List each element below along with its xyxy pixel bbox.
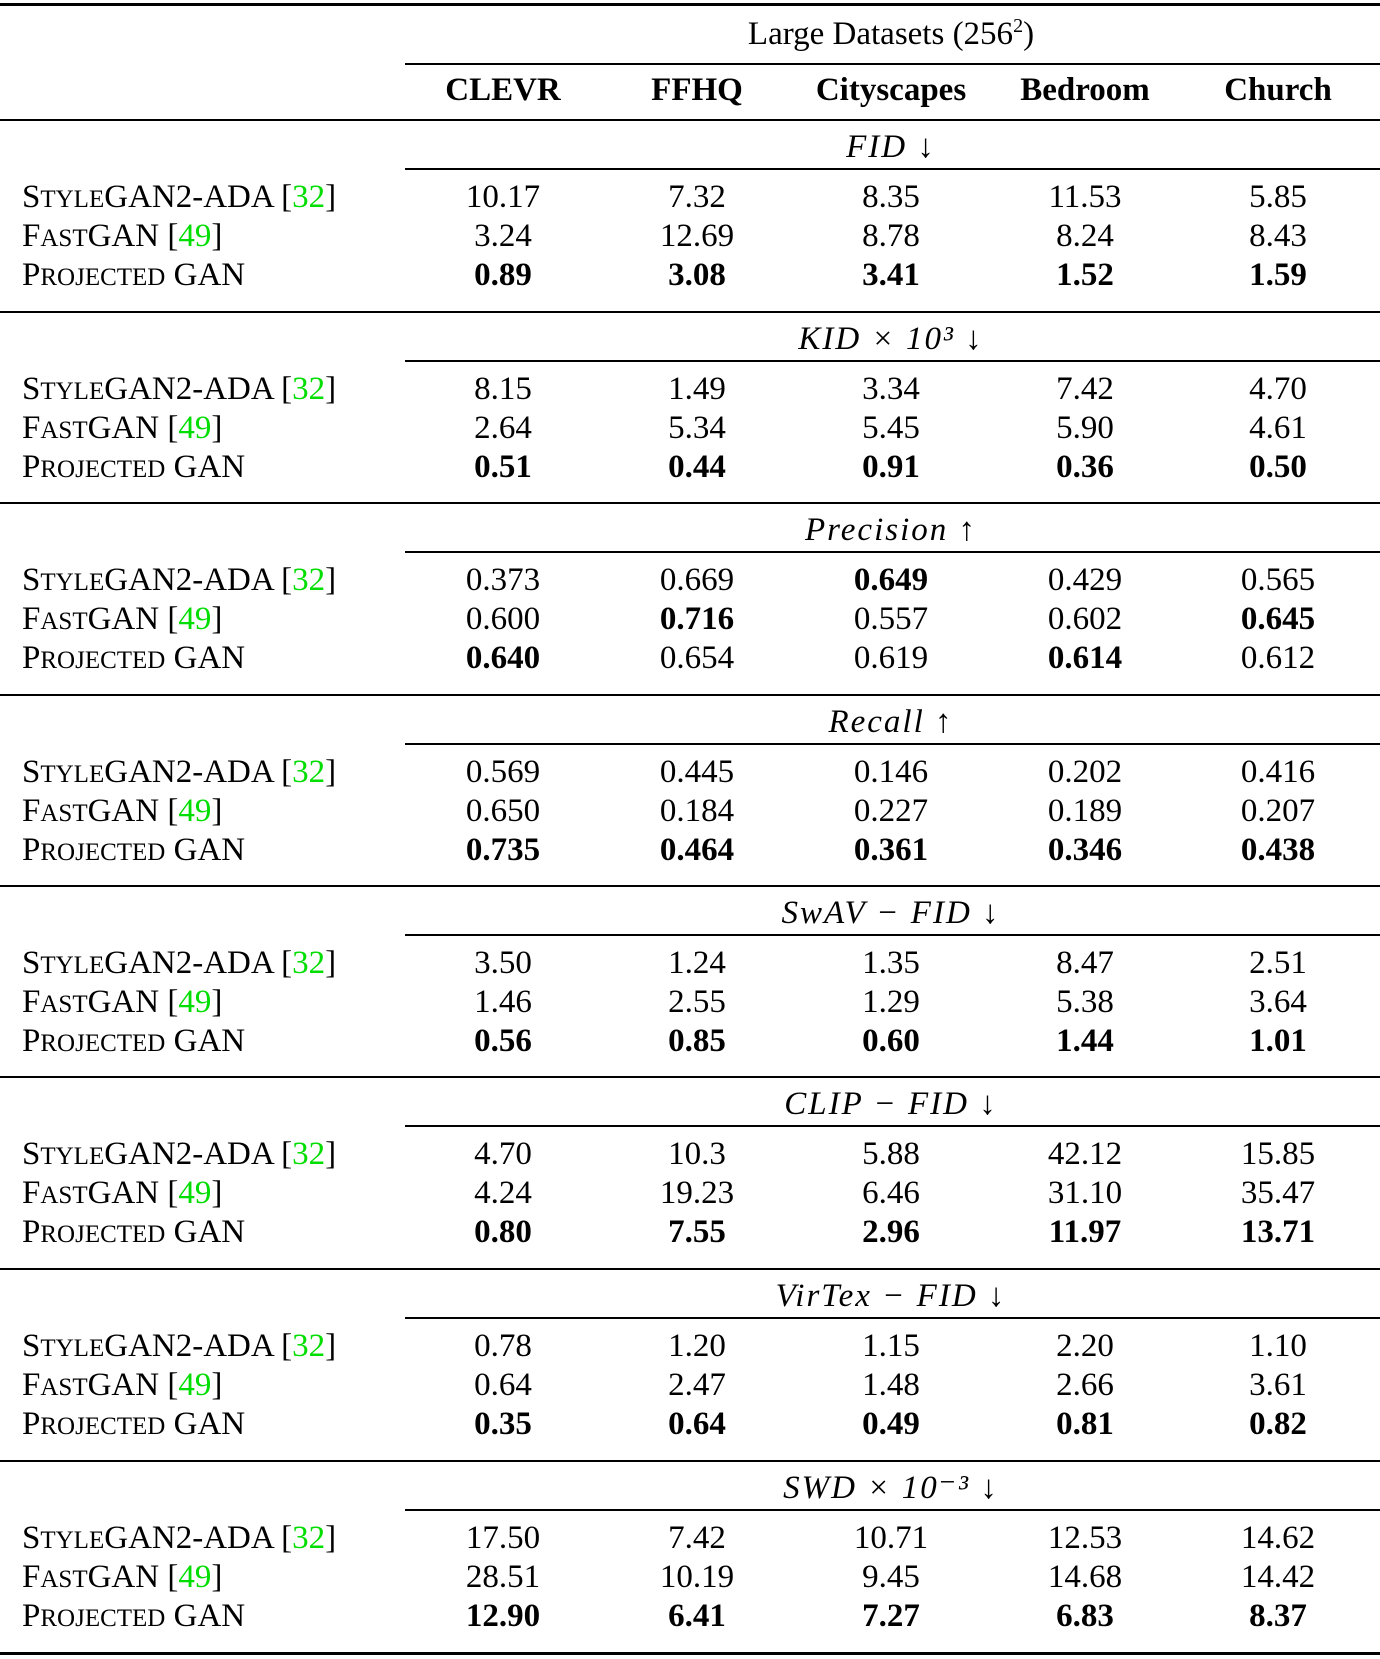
table-cell: 4.70: [1249, 371, 1307, 407]
table-cell: 4.24: [474, 1175, 532, 1211]
metric-rule: [405, 360, 1380, 362]
table-cell: 12.90: [465, 1598, 541, 1634]
table-cell: 42.12: [1047, 1136, 1123, 1172]
citation-link[interactable]: 32: [292, 1136, 326, 1172]
table-cell: 10.17: [465, 179, 541, 215]
table-cell: 0.146: [853, 754, 929, 790]
table-cell: 1.29: [862, 984, 920, 1020]
table-cell: 2.20: [1056, 1328, 1114, 1364]
table-cell: 5.90: [1056, 410, 1114, 446]
method-label: STYLEGAN2-ADA [32]: [22, 1136, 337, 1172]
table-cell: 1.24: [668, 945, 726, 981]
method-label: STYLEGAN2-ADA [32]: [22, 562, 337, 598]
citation-link[interactable]: 32: [292, 945, 326, 981]
citation-link[interactable]: 32: [292, 371, 326, 407]
table-cell: 0.35: [474, 1406, 532, 1442]
citation-link[interactable]: 49: [178, 601, 212, 637]
method-label: FASTGAN [49]: [22, 1559, 223, 1595]
table-cell: 1.15: [862, 1328, 920, 1364]
table-cell: 0.600: [465, 601, 541, 637]
table-cell: 0.650: [465, 793, 541, 829]
metric-header-swav-fid: SwAV − FID ↓: [781, 895, 1001, 931]
table-cell: 2.64: [474, 410, 532, 446]
table-cell: 0.612: [1240, 640, 1316, 676]
table-cell: 0.49: [862, 1406, 920, 1442]
table-cell: 0.189: [1047, 793, 1123, 829]
table-cell: 1.01: [1249, 1023, 1307, 1059]
table-cell: 0.64: [474, 1367, 532, 1403]
method-label: FASTGAN [49]: [22, 410, 223, 446]
metric-header-virtex-fid: VirTex − FID ↓: [775, 1278, 1007, 1314]
method-label: PROJECTED GAN: [22, 449, 246, 485]
table-cell: 0.184: [659, 793, 735, 829]
citation-link[interactable]: 49: [178, 984, 212, 1020]
table-cell: 31.10: [1047, 1175, 1123, 1211]
citation-link[interactable]: 49: [178, 793, 212, 829]
table-cell: 2.66: [1056, 1367, 1114, 1403]
table-cell: 0.85: [668, 1023, 726, 1059]
table-cell: 7.27: [862, 1598, 920, 1634]
table-cell: 1.49: [668, 371, 726, 407]
table-cell: 3.61: [1249, 1367, 1307, 1403]
table-cell: 0.735: [465, 832, 541, 868]
metric-rule: [405, 743, 1380, 745]
table-cell: 0.557: [853, 601, 929, 637]
method-label: STYLEGAN2-ADA [32]: [22, 1328, 337, 1364]
table-cell: 0.464: [659, 832, 735, 868]
table-cell: 28.51: [465, 1559, 541, 1595]
table-cell: 0.645: [1240, 601, 1316, 637]
table-cell: 7.42: [668, 1520, 726, 1556]
table-cell: 7.55: [668, 1214, 726, 1250]
table-cell: 0.50: [1249, 449, 1307, 485]
table-cell: 17.50: [465, 1520, 541, 1556]
table-cell: 0.36: [1056, 449, 1114, 485]
table-cell: 5.45: [862, 410, 920, 446]
table-cell: 0.80: [474, 1214, 532, 1250]
method-label: STYLEGAN2-ADA [32]: [22, 371, 337, 407]
metric-rule: [405, 1317, 1380, 1319]
group-header-rule: [405, 63, 1380, 65]
table-cell: 0.44: [668, 449, 726, 485]
citation-link[interactable]: 49: [178, 1175, 212, 1211]
table-cell: 10.19: [659, 1559, 735, 1595]
table-cell: 7.42: [1056, 371, 1114, 407]
table-cell: 0.361: [853, 832, 929, 868]
table-cell: 0.429: [1047, 562, 1123, 598]
method-label: FASTGAN [49]: [22, 601, 223, 637]
table-cell: 9.45: [862, 1559, 920, 1595]
method-label: PROJECTED GAN: [22, 832, 246, 868]
table-cell: 0.346: [1047, 832, 1123, 868]
method-label: PROJECTED GAN: [22, 1598, 246, 1634]
table-cell: 0.565: [1240, 562, 1316, 598]
table-cell: 0.614: [1047, 640, 1123, 676]
table-cell: 1.20: [668, 1328, 726, 1364]
group-header-text: Large Datasets (256: [747, 16, 1014, 52]
header-bottom-rule: [0, 119, 1380, 121]
method-label: FASTGAN [49]: [22, 793, 223, 829]
method-label: PROJECTED GAN: [22, 257, 246, 293]
table-cell: 0.640: [465, 640, 541, 676]
section-rule: [0, 1076, 1380, 1078]
table-cell: 0.716: [659, 601, 735, 637]
table-cell: 6.46: [862, 1175, 920, 1211]
table-cell: 0.78: [474, 1328, 532, 1364]
citation-link[interactable]: 49: [178, 1367, 212, 1403]
section-rule: [0, 502, 1380, 504]
group-header: [748, 14, 1034, 54]
citation-link[interactable]: 32: [292, 562, 326, 598]
table-cell: 5.34: [668, 410, 726, 446]
metric-rule: [405, 168, 1380, 170]
table-cell: 0.569: [465, 754, 541, 790]
method-label: STYLEGAN2-ADA [32]: [22, 179, 337, 215]
table-cell: 0.416: [1240, 754, 1316, 790]
column-header-bedroom: Bedroom: [1020, 72, 1150, 108]
table-cell: 19.23: [659, 1175, 735, 1211]
metric-rule: [405, 1509, 1380, 1511]
table-cell: 6.41: [668, 1598, 726, 1634]
table-cell: 1.59: [1249, 257, 1307, 293]
table-cell: 3.24: [474, 218, 532, 254]
citation-link[interactable]: 32: [292, 1328, 326, 1364]
table-cell: 0.649: [853, 562, 929, 598]
table-cell: 15.85: [1240, 1136, 1316, 1172]
section-rule: [0, 694, 1380, 696]
table-cell: 0.82: [1249, 1406, 1307, 1442]
citation-link[interactable]: 49: [178, 218, 212, 254]
metric-header-precision: Precision ↑: [805, 512, 977, 548]
table-cell: 6.83: [1056, 1598, 1114, 1634]
top-rule: [0, 3, 1380, 6]
bottom-rule: [0, 1652, 1380, 1655]
table-cell: 35.47: [1240, 1175, 1316, 1211]
table-cell: 0.654: [659, 640, 735, 676]
section-rule: [0, 885, 1380, 887]
table-cell: 0.438: [1240, 832, 1316, 868]
table-cell: 13.71: [1240, 1214, 1316, 1250]
table-cell: 0.56: [474, 1023, 532, 1059]
method-label: PROJECTED GAN: [22, 1023, 246, 1059]
method-label: FASTGAN [49]: [22, 1367, 223, 1403]
table-cell: 8.47: [1056, 945, 1114, 981]
table-cell: 8.15: [474, 371, 532, 407]
table-cell: 3.64: [1249, 984, 1307, 1020]
table-cell: 7.32: [668, 179, 726, 215]
table-cell: 14.42: [1240, 1559, 1316, 1595]
table-cell: 0.207: [1240, 793, 1316, 829]
group-header-close: ): [1023, 16, 1035, 52]
method-label: STYLEGAN2-ADA [32]: [22, 945, 337, 981]
method-label: FASTGAN [49]: [22, 984, 223, 1020]
metric-header-clip-fid: CLIP − FID ↓: [784, 1086, 998, 1122]
method-label: STYLEGAN2-ADA [32]: [22, 754, 337, 790]
method-label: FASTGAN [49]: [22, 218, 223, 254]
method-label: STYLEGAN2-ADA [32]: [22, 1520, 337, 1556]
table-cell: 0.81: [1056, 1406, 1114, 1442]
table-cell: 1.35: [862, 945, 920, 981]
metric-header-fid: FID ↓: [846, 129, 936, 165]
table-cell: 2.55: [668, 984, 726, 1020]
section-rule: [0, 311, 1380, 313]
metric-rule: [405, 551, 1380, 553]
table-cell: 2.47: [668, 1367, 726, 1403]
table-cell: 12.53: [1047, 1520, 1123, 1556]
table-cell: 0.64: [668, 1406, 726, 1442]
metric-rule: [405, 934, 1380, 936]
table-cell: 1.44: [1056, 1023, 1114, 1059]
table-cell: 4.61: [1249, 410, 1307, 446]
citation-link[interactable]: 32: [292, 1520, 326, 1556]
table-cell: 8.43: [1249, 218, 1307, 254]
table-cell: 4.70: [474, 1136, 532, 1172]
table-cell: 1.48: [862, 1367, 920, 1403]
table-cell: 5.88: [862, 1136, 920, 1172]
table-cell: 8.24: [1056, 218, 1114, 254]
table-cell: 0.669: [659, 562, 735, 598]
column-header-church: Church: [1224, 72, 1332, 108]
table-cell: 5.38: [1056, 984, 1114, 1020]
table-cell: 5.85: [1249, 179, 1307, 215]
table-cell: 0.89: [474, 257, 532, 293]
method-label: PROJECTED GAN: [22, 640, 246, 676]
metric-header-recall: Recall ↑: [828, 704, 954, 740]
column-header-clevr: CLEVR: [445, 72, 561, 108]
column-header-cityscapes: Cityscapes: [815, 72, 967, 108]
metric-header-swd-10: SWD × 10⁻³ ↓: [783, 1470, 999, 1506]
metric-rule: [405, 1125, 1380, 1127]
section-rule: [0, 1268, 1380, 1270]
table-cell: 1.46: [474, 984, 532, 1020]
table-cell: 1.10: [1249, 1328, 1307, 1364]
method-label: PROJECTED GAN: [22, 1406, 246, 1442]
table-cell: 0.51: [474, 449, 532, 485]
table-cell: 12.69: [659, 218, 735, 254]
table-cell: 0.602: [1047, 601, 1123, 637]
table-cell: 2.51: [1249, 945, 1307, 981]
table-cell: 3.50: [474, 945, 532, 981]
table-cell: 0.91: [862, 449, 920, 485]
group-header-sup: 2: [1013, 15, 1024, 37]
table-cell: 0.619: [853, 640, 929, 676]
table-cell: 11.97: [1048, 1214, 1122, 1250]
metric-header-kid-10: KID × 10³ ↓: [798, 321, 984, 357]
table-cell: 8.37: [1249, 1598, 1307, 1634]
table-cell: 0.373: [465, 562, 541, 598]
citation-link[interactable]: 49: [178, 1559, 212, 1595]
table-cell: 0.227: [853, 793, 929, 829]
section-rule: [0, 1460, 1380, 1462]
table-cell: 0.202: [1047, 754, 1123, 790]
table-cell: 2.96: [862, 1214, 920, 1250]
table-cell: 8.78: [862, 218, 920, 254]
table-cell: 3.41: [862, 257, 920, 293]
table-cell: 3.08: [668, 257, 726, 293]
table-cell: 11.53: [1048, 179, 1122, 215]
table-cell: 0.445: [659, 754, 735, 790]
citation-link[interactable]: 32: [292, 754, 326, 790]
table-cell: 14.62: [1240, 1520, 1316, 1556]
table-cell: 10.3: [668, 1136, 726, 1172]
method-label: FASTGAN [49]: [22, 1175, 223, 1211]
method-label: PROJECTED GAN: [22, 1214, 246, 1250]
column-header-ffhq: FFHQ: [651, 72, 743, 108]
citation-link[interactable]: 32: [292, 179, 326, 215]
table-cell: 1.52: [1056, 257, 1114, 293]
table-cell: 8.35: [862, 179, 920, 215]
citation-link[interactable]: 49: [178, 410, 212, 446]
table-cell: 10.71: [853, 1520, 929, 1556]
table-cell: 0.60: [862, 1023, 920, 1059]
table-cell: 3.34: [862, 371, 920, 407]
table-cell: 14.68: [1047, 1559, 1123, 1595]
